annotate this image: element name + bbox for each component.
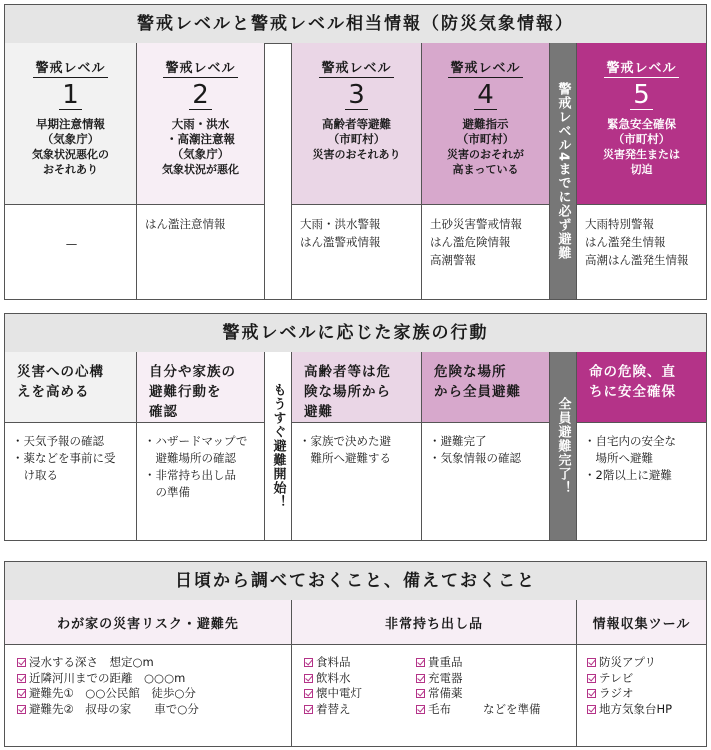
- level-info-item: 高潮はん濫発生情報: [585, 253, 689, 267]
- level-info-item: はん濫注意情報: [145, 217, 226, 231]
- checkbox-icon: [416, 674, 425, 683]
- level-condition: 災害発生または: [603, 148, 680, 161]
- checklist-item: [17, 655, 291, 671]
- checkbox-icon: [587, 674, 596, 683]
- level-info: （気象庁）: [41, 132, 100, 146]
- action-title: 確認: [149, 404, 178, 420]
- checklist-item: [17, 671, 291, 687]
- alert-level-title: 警戒レベルと警戒レベル相当情報（防災気象情報）: [5, 5, 706, 44]
- checkbox-icon: [416, 658, 425, 667]
- level-info: 早期注意情報: [36, 117, 105, 131]
- supplies-suffix: などを準備: [483, 701, 541, 716]
- tools-column-header: 情報収集ツール: [576, 600, 706, 644]
- level-info-item: 高潮警報: [430, 253, 476, 267]
- preparation-section: [4, 561, 707, 747]
- action-title: 避難行動を: [149, 384, 222, 400]
- level-info: 避難指示: [462, 117, 509, 131]
- level-1-info: [5, 204, 136, 299]
- action-title: ちに安全確保: [589, 384, 676, 400]
- checklist-text: 常備薬: [428, 686, 463, 700]
- level-label: 警戒レベル: [448, 57, 522, 78]
- action-item: ・ハザードマップで: [144, 434, 248, 448]
- action-item: ・気象情報の確認: [429, 451, 521, 465]
- evacuation-start-note: もうすぐ避難開始！: [264, 352, 291, 540]
- level-number: 1: [59, 81, 82, 110]
- checkbox-icon: [587, 689, 596, 698]
- action-item: ・非常持ち出し品: [144, 468, 236, 482]
- checklist-item: [304, 655, 414, 671]
- checklist-item: [416, 686, 576, 702]
- level-number: 5: [630, 81, 653, 110]
- level-info-item: はん濫発生情報: [585, 235, 666, 249]
- checklist-text: 着替え: [316, 701, 351, 716]
- action-2-items: [136, 422, 264, 540]
- level-info: （市町村）: [612, 132, 671, 146]
- checkbox-icon: [587, 705, 596, 714]
- action-1-header: [5, 352, 136, 422]
- checklist-item: [416, 671, 576, 687]
- action-2-header: [136, 352, 264, 422]
- checklist-item: [587, 655, 706, 671]
- checklist-text: ラジオ: [599, 686, 634, 700]
- action-item: ・2階以上に避難: [584, 468, 672, 482]
- checklist-item: [304, 671, 414, 687]
- checkbox-icon: [304, 705, 313, 714]
- level-number: 4: [474, 81, 497, 110]
- action-title: 高齢者等は危: [304, 364, 391, 380]
- checkbox-icon: [304, 674, 313, 683]
- action-item: 避難場所の確認: [144, 451, 236, 465]
- checklist-text: 毛布: [428, 701, 451, 716]
- level-info: ・高潮注意報: [166, 132, 235, 146]
- action-item: ・避難完了: [429, 434, 487, 448]
- checklist-item: [304, 702, 414, 718]
- level-info-item: はん濫警戒情報: [300, 235, 381, 249]
- checklist-text: 浸水する深さ 想定○m: [29, 655, 154, 669]
- checklist-text: 防災アプリ: [599, 655, 657, 669]
- action-title: 避難: [304, 404, 333, 420]
- level-info-item: はん濫危険情報: [430, 235, 511, 249]
- family-action-title: 警戒レベルに応じた家族の行動: [5, 314, 706, 353]
- action-title: えを高める: [17, 384, 90, 400]
- level-label: 警戒レベル: [604, 57, 678, 78]
- checklist-text: 避難先② 叔母の家 車で○分: [29, 701, 199, 716]
- checklist-text: 貴重品: [428, 655, 463, 669]
- level-info-item: 大雨特別警報: [585, 217, 654, 231]
- checkbox-icon: [304, 658, 313, 667]
- action-item: ・家族で決めた避: [299, 434, 391, 448]
- level-5-header: [576, 43, 706, 204]
- evacuation-done-note: 全員避難完了！: [549, 352, 576, 540]
- checklist-text: 避難先① ○○公民館 徒歩○分: [29, 686, 196, 700]
- checklist-text: 食料品: [316, 655, 351, 669]
- action-item: け取る: [12, 468, 58, 482]
- level-info: （市町村）: [327, 132, 386, 146]
- checkbox-icon: [304, 689, 313, 698]
- preparation-title: 日頃から調べておくこと、備えておくこと: [5, 562, 706, 601]
- action-item: ・自宅内の安全な: [584, 434, 676, 448]
- checklist-item: [416, 655, 576, 671]
- checklist-text: 地方気象台HP: [599, 701, 673, 716]
- level-info: 緊急安全確保: [607, 117, 676, 131]
- column-spacer: [264, 43, 291, 299]
- level-info: 大雨・洪水: [171, 117, 230, 131]
- action-item: の準備: [144, 485, 190, 499]
- action-5-header: [576, 352, 706, 422]
- action-title: 災害への心構: [17, 364, 104, 380]
- level-condition: おそれあり: [43, 163, 98, 176]
- level-info: （気象庁）: [171, 147, 230, 161]
- level-condition: 気象状況が悪化: [162, 163, 239, 176]
- checklist-item: [17, 702, 291, 718]
- evacuate-by-level-4-note: 警戒レベル4までに必ず避難: [549, 43, 576, 299]
- checklist-item: [416, 702, 576, 718]
- checkbox-icon: [17, 689, 26, 698]
- supplies-column-header: 非常持ち出し品: [291, 600, 576, 644]
- checklist-item: [304, 686, 414, 702]
- action-item: 難所へ避難する: [299, 451, 391, 465]
- action-title: 自分や家族の: [149, 364, 236, 380]
- level-2-header: [136, 43, 264, 204]
- level-info: 高齢者等避難: [322, 117, 391, 131]
- checklist-item: [587, 686, 706, 702]
- level-2-info: [136, 204, 264, 299]
- action-title: 危険な場所: [434, 364, 507, 380]
- checkbox-icon: [17, 705, 26, 714]
- action-title: 険な場所から: [304, 384, 391, 400]
- action-4-header: [421, 352, 549, 422]
- action-title: から全員避難: [434, 384, 521, 400]
- action-item: ・薬などを事前に受: [12, 451, 116, 465]
- action-item: ・天気予報の確認: [12, 434, 104, 448]
- level-label: 警戒レベル: [163, 57, 237, 78]
- level-condition: 切迫: [630, 163, 653, 176]
- checklist-item: [587, 702, 706, 718]
- level-4-header: [421, 43, 549, 204]
- checklist-text: 近隣河川までの距離 ○○○m: [29, 670, 186, 685]
- alert-level-section: [4, 4, 707, 300]
- checklist-item: [17, 686, 291, 702]
- action-3-header: [291, 352, 421, 422]
- action-item: 場所へ避難: [584, 451, 653, 465]
- level-label: 警戒レベル: [33, 57, 107, 78]
- checkbox-icon: [17, 658, 26, 667]
- checkbox-icon: [416, 689, 425, 698]
- level-label: 警戒レベル: [319, 57, 393, 78]
- level-info-item: 大雨・洪水警報: [300, 217, 381, 231]
- level-condition: 高まっている: [452, 163, 519, 176]
- action-5-items: [576, 422, 706, 540]
- checkbox-icon: [416, 705, 425, 714]
- risk-column-header: わが家の災害リスク・避難先: [5, 600, 291, 644]
- level-info-item: —: [65, 237, 78, 251]
- level-3-info: [291, 204, 421, 299]
- risk-checklist: [5, 644, 291, 746]
- action-title: 命の危険、直: [589, 364, 676, 380]
- checklist-text: テレビ: [599, 670, 634, 685]
- level-4-info: [421, 204, 549, 299]
- action-4-items: [421, 422, 549, 540]
- family-action-section: [4, 313, 707, 541]
- checkbox-icon: [17, 674, 26, 683]
- level-condition: 気象状況悪化の: [32, 148, 109, 161]
- supplies-checklist: [291, 644, 576, 746]
- action-3-items: [291, 422, 421, 540]
- level-info: （市町村）: [456, 132, 515, 146]
- checklist-text: 懐中電灯: [316, 686, 362, 700]
- level-number: 3: [345, 81, 368, 110]
- level-number: 2: [189, 81, 212, 110]
- action-1-items: [5, 422, 136, 540]
- level-info-item: 土砂災害警戒情報: [430, 217, 522, 231]
- level-condition: 災害のおそれが: [447, 148, 524, 161]
- level-3-header: [291, 43, 421, 204]
- level-5-info: [576, 204, 706, 299]
- level-1-header: [5, 43, 136, 204]
- checklist-text: 充電器: [428, 670, 463, 685]
- checkbox-icon: [587, 658, 596, 667]
- tools-checklist: [576, 644, 706, 746]
- checklist-text: 飲料水: [316, 670, 351, 685]
- level-condition: 災害のおそれあり: [312, 148, 401, 161]
- checklist-item: [587, 671, 706, 687]
